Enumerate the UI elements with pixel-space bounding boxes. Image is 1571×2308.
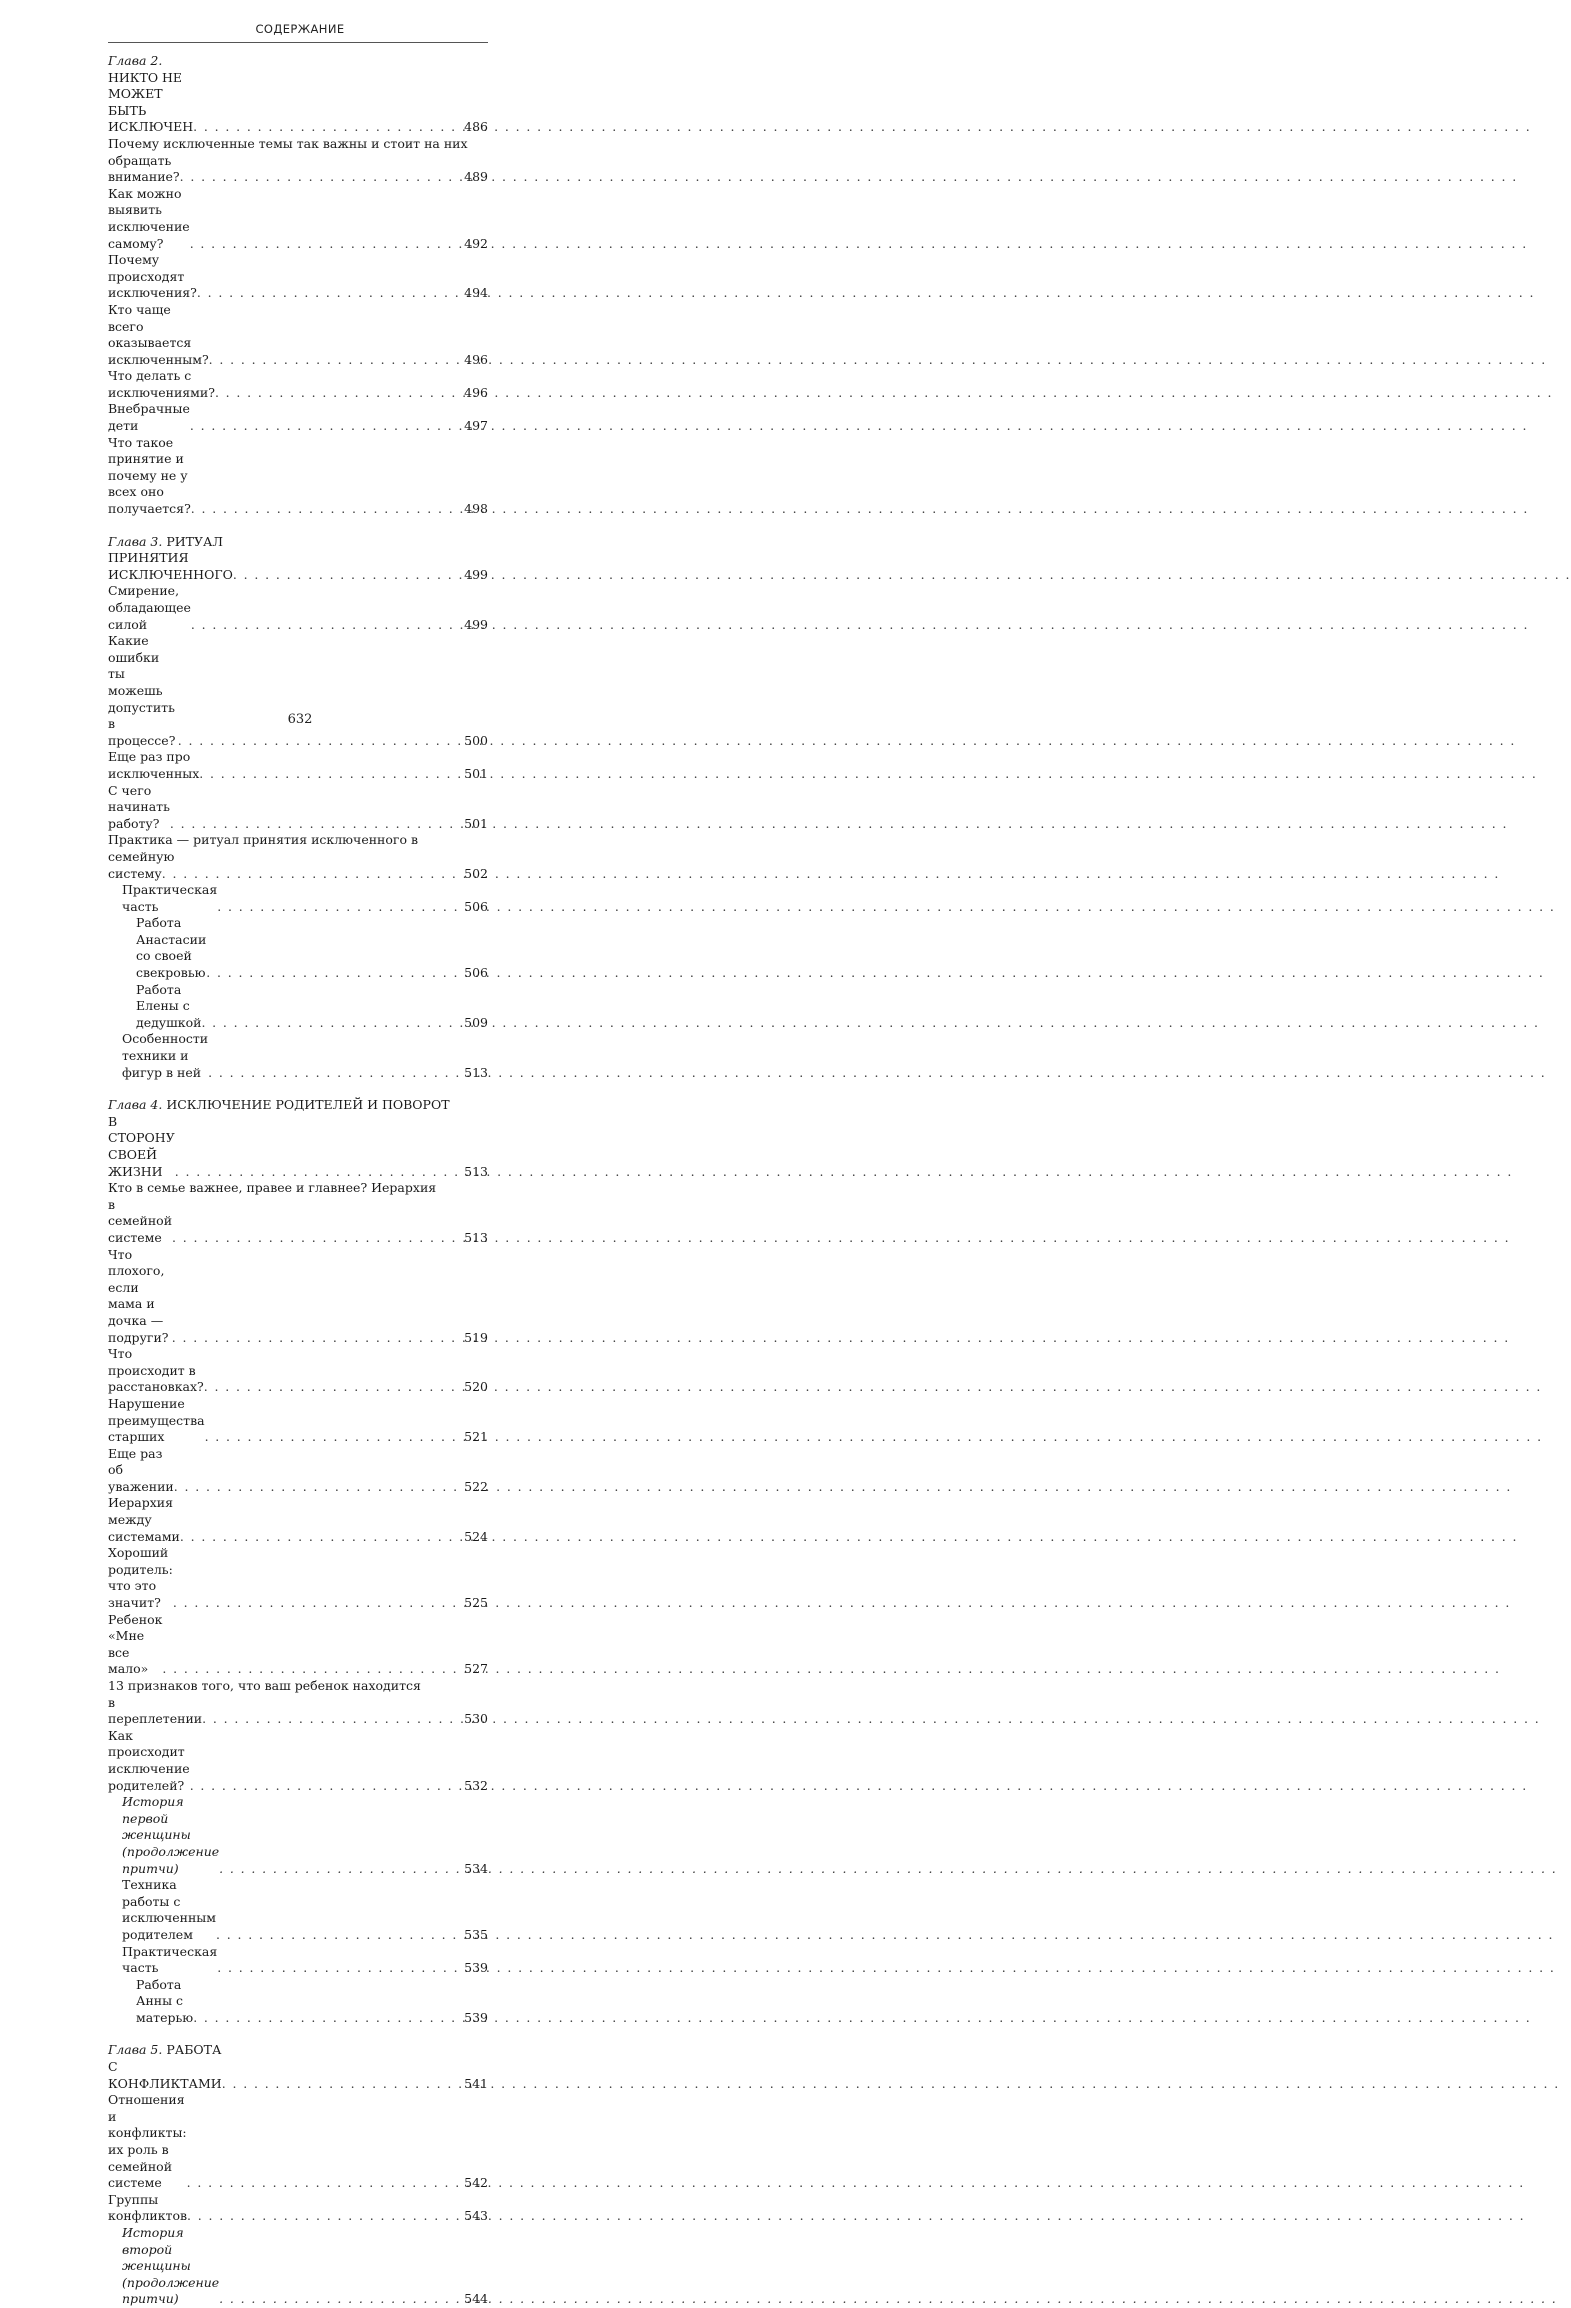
toc-entry[interactable] bbox=[108, 252, 488, 302]
toc-entry[interactable] bbox=[108, 1031, 488, 1081]
toc-entry-page-number: 544 bbox=[464, 2291, 488, 2307]
toc-entry-page-number: 502 bbox=[464, 865, 488, 881]
toc-entry[interactable] bbox=[108, 749, 488, 782]
leader-dots bbox=[187, 2175, 463, 2192]
leader-dots bbox=[173, 1595, 462, 1612]
toc-entry[interactable] bbox=[108, 982, 488, 1032]
chapter-section bbox=[108, 53, 488, 518]
toc-entry[interactable] bbox=[108, 1977, 488, 2027]
leader-dots bbox=[193, 2010, 462, 2027]
toc-entry-title: С чего начинать работу? bbox=[108, 782, 170, 831]
toc-entry-title: Что делать с исключениями? bbox=[108, 368, 215, 400]
leader-dots bbox=[178, 733, 462, 750]
toc-entry-title: Что такое принятие и почему не у всех оно получается? bbox=[108, 434, 191, 517]
leader-dots bbox=[209, 352, 462, 369]
toc-entry[interactable] bbox=[108, 153, 488, 186]
toc-entry-title: Кто чаще всего оказывается исключенным? bbox=[108, 301, 209, 367]
toc-entry-title: Работа Анны с матерью bbox=[136, 1976, 194, 2025]
toc-entry-page-number: 535 bbox=[464, 1926, 488, 1942]
chapter-section bbox=[108, 2042, 488, 2308]
toc-entry-title: Хороший родитель: что это значит? bbox=[108, 1545, 173, 1611]
leader-dots bbox=[216, 1927, 462, 1944]
toc-entry-page-number: 527 bbox=[464, 1661, 488, 1677]
toc-entry-page-number: 506 bbox=[464, 898, 488, 914]
toc-entry-title: Кто в семье важнее, правее и главнее? Иерархия bbox=[108, 1180, 437, 1196]
toc-entry[interactable] bbox=[108, 368, 488, 401]
toc-entry-line bbox=[108, 136, 488, 153]
toc-entry[interactable] bbox=[108, 1944, 488, 1977]
toc-entry-title: Какие ошибки ты можешь допустить в процессе? bbox=[108, 633, 176, 748]
toc-entry-page-number: 513 bbox=[464, 1229, 488, 1245]
toc-entry-page-number: 513 bbox=[464, 1064, 488, 1080]
leader-dots bbox=[233, 567, 462, 584]
toc-entry[interactable] bbox=[108, 2192, 488, 2225]
toc-entry-title: Что плохого, если мама и дочка — подруги? bbox=[108, 1246, 169, 1345]
chapter-heading[interactable] bbox=[108, 534, 488, 584]
leader-dots bbox=[204, 1379, 462, 1396]
chapter-section bbox=[108, 534, 488, 1082]
toc-entry-line bbox=[108, 1180, 488, 1197]
toc-entry-title: Почему исключенные темы так важны и стоит на них bbox=[108, 135, 468, 151]
toc-entry[interactable] bbox=[108, 1794, 488, 1877]
leader-dots bbox=[205, 1429, 463, 1446]
toc-entry-page-number: 496 bbox=[464, 351, 488, 367]
leader-dots bbox=[172, 1330, 462, 1347]
toc-entry-title: 13 признаков того, что ваш ребенок находится bbox=[108, 1678, 421, 1693]
chapter-label: Глава 4. bbox=[108, 1097, 163, 1113]
toc-entry-title: Ребенок «Мне все мало» bbox=[108, 1611, 163, 1677]
chapter-section bbox=[108, 1097, 488, 2026]
toc-entry[interactable] bbox=[108, 1545, 488, 1611]
chapter-heading[interactable] bbox=[108, 1114, 488, 1180]
toc-entry-page-number: 498 bbox=[464, 501, 488, 517]
leader-dots bbox=[206, 965, 462, 982]
toc-entry-page-number: 534 bbox=[464, 1860, 488, 1876]
toc-entry-title: Еще раз про исключенных bbox=[108, 749, 200, 781]
toc-entry[interactable] bbox=[108, 186, 488, 252]
leader-dots bbox=[191, 501, 462, 518]
toc-entry-page-number: 539 bbox=[464, 1960, 488, 1976]
toc-entry-title: Как происходит исключение родителей? bbox=[108, 1727, 190, 1793]
toc-entry-title: Практическая часть bbox=[122, 882, 218, 914]
leader-dots bbox=[190, 418, 462, 435]
toc-entry-page-number: 519 bbox=[464, 1329, 488, 1345]
chapter-heading[interactable] bbox=[108, 2042, 488, 2092]
toc-entry-title: в переплетении bbox=[108, 1694, 203, 1727]
toc-entry-page-number: 497 bbox=[464, 418, 488, 434]
toc-entry-title: Группы конфликтов bbox=[108, 2191, 188, 2224]
toc-entry-page-number: 494 bbox=[464, 285, 488, 301]
toc-entry-page-number: 489 bbox=[464, 169, 488, 185]
leader-dots bbox=[191, 617, 462, 634]
chapter-page-number: 486 bbox=[464, 119, 488, 135]
toc-entry-title: обращать внимание? bbox=[108, 152, 180, 185]
toc-entry-title: Внебрачные дети bbox=[108, 401, 190, 434]
leader-dots bbox=[215, 385, 462, 402]
leader-dots bbox=[180, 169, 463, 186]
toc-entry[interactable] bbox=[108, 783, 488, 833]
leader-dots bbox=[197, 285, 462, 302]
leader-dots bbox=[170, 816, 462, 833]
leader-dots bbox=[202, 1711, 462, 1728]
toc-entry-title: Иерархия между системами bbox=[108, 1495, 180, 1544]
toc-entry-title: Особенности техники и фигур в ней bbox=[122, 1031, 209, 1080]
chapter-title: РИТУАЛ ПРИНЯТИЯ ИСКЛЮЧЕННОГО bbox=[108, 533, 233, 582]
chapter-title-continued: В СТОРОНУ СВОЕЙ ЖИЗНИ bbox=[108, 1113, 175, 1179]
chapter-title: ИСКЛЮЧЕНИЕ РОДИТЕЛЕЙ И ПОВОРОТ bbox=[166, 1097, 450, 1113]
leader-dots bbox=[187, 2208, 462, 2225]
chapter-heading-line bbox=[108, 1097, 488, 1114]
leader-dots bbox=[193, 119, 462, 136]
toc-entry-page-number: 525 bbox=[464, 1595, 488, 1611]
leader-dots bbox=[219, 1861, 462, 1878]
toc-entry[interactable] bbox=[108, 401, 488, 434]
toc-entry-page-number: 539 bbox=[464, 2009, 488, 2025]
toc-entry[interactable] bbox=[108, 435, 488, 518]
toc-entry-title: История второй женщины (продолжение притчи) bbox=[122, 2225, 220, 2307]
toc-entry[interactable] bbox=[108, 2092, 488, 2192]
toc-entry-page-number: 524 bbox=[464, 1528, 488, 1544]
leader-dots bbox=[190, 236, 462, 253]
leader-dots bbox=[162, 866, 462, 883]
leader-dots bbox=[174, 1479, 462, 1496]
leader-dots bbox=[162, 1661, 462, 1678]
toc-entry[interactable] bbox=[108, 882, 488, 915]
toc-entry[interactable] bbox=[108, 1446, 488, 1496]
leader-dots bbox=[208, 1065, 462, 1082]
toc-entry-title: Техника работы с исключенным родителем bbox=[122, 1877, 216, 1942]
leader-dots bbox=[172, 1230, 462, 1247]
toc-entry[interactable] bbox=[108, 1495, 488, 1545]
toc-entry-title: Что происходит в расстановках? bbox=[108, 1346, 204, 1395]
toc-entry-page-number: 520 bbox=[464, 1379, 488, 1395]
toc-entry[interactable] bbox=[108, 302, 488, 368]
leader-dots bbox=[219, 2291, 462, 2308]
chapter-page-number: 513 bbox=[464, 1163, 488, 1179]
toc-entry-page-number: 522 bbox=[464, 1478, 488, 1494]
toc-entry[interactable] bbox=[108, 1396, 488, 1446]
toc-entry-page-number: 530 bbox=[464, 1711, 488, 1727]
chapter-label: Глава 3. bbox=[108, 533, 163, 549]
toc-entry-title: Отношения и конфликты: их роль в семейной системе bbox=[108, 2092, 187, 2191]
leader-dots bbox=[180, 1529, 462, 1546]
toc-entry-title: Работа Анастасии со своей свекровью bbox=[136, 915, 207, 981]
toc-entry[interactable] bbox=[108, 1346, 488, 1396]
toc-entry[interactable] bbox=[108, 915, 488, 981]
toc-entry[interactable] bbox=[108, 583, 488, 633]
toc-entry-page-number: 501 bbox=[464, 815, 488, 831]
header-rule bbox=[108, 42, 488, 43]
toc-entry-title: в семейной системе bbox=[108, 1196, 173, 1245]
toc-entry[interactable] bbox=[108, 1728, 488, 1794]
toc-entry-page-number: 543 bbox=[464, 2208, 488, 2224]
toc-entry-title: История первой женщины (продолжение притчи) bbox=[122, 1794, 220, 1876]
toc-entry-title: Почему происходят исключения? bbox=[108, 252, 197, 301]
toc-entry-line bbox=[108, 1678, 488, 1695]
toc-entry-page-number: 496 bbox=[464, 384, 488, 400]
toc-entry[interactable] bbox=[108, 1695, 488, 1728]
toc-entry-page-number: 542 bbox=[464, 2175, 488, 2191]
running-header: СОДЕРЖАНИЕ bbox=[255, 22, 345, 36]
toc-entry-line bbox=[108, 832, 488, 865]
toc-entry-title: Работа Елены с дедушкой bbox=[136, 981, 202, 1030]
chapter-label: Глава 5. bbox=[108, 2042, 163, 2058]
toc-entry-page-number: 501 bbox=[464, 765, 488, 781]
toc-entry[interactable] bbox=[108, 633, 488, 749]
toc-entry[interactable] bbox=[108, 1877, 488, 1943]
toc-entry-page-number: 500 bbox=[464, 732, 488, 748]
toc-entry-title: Нарушение преимущества старших bbox=[108, 1395, 205, 1445]
chapter-label: Глава 2. bbox=[108, 53, 163, 68]
leader-dots bbox=[222, 2076, 462, 2093]
toc-entry-title: Практика — ритуал принятия исключенного в семейную bbox=[108, 832, 418, 864]
toc-entry-title: Еще раз об уважении bbox=[108, 1445, 174, 1494]
leader-dots bbox=[190, 1778, 462, 1795]
toc-entry-page-number: 506 bbox=[464, 965, 488, 981]
toc-entry[interactable] bbox=[108, 1247, 488, 1347]
leader-dots bbox=[175, 1164, 462, 1181]
chapter-page-number: 541 bbox=[464, 2075, 488, 2091]
leader-dots bbox=[217, 899, 462, 916]
leader-dots bbox=[201, 1015, 462, 1032]
toc-entry-page-number: 492 bbox=[464, 235, 488, 251]
toc-entry-title: Как можно выявить исключение самому? bbox=[108, 185, 190, 251]
toc-entry-page-number: 521 bbox=[464, 1429, 488, 1445]
toc-entry-page-number: 509 bbox=[464, 1014, 488, 1030]
toc-entry[interactable] bbox=[108, 2225, 488, 2308]
leader-dots bbox=[217, 1960, 462, 1977]
table-of-contents bbox=[108, 53, 488, 2308]
chapter-page-number: 499 bbox=[464, 566, 488, 582]
toc-entry-title: Практическая часть bbox=[122, 1943, 218, 1976]
toc-entry-page-number: 532 bbox=[464, 1777, 488, 1793]
toc-entry-page-number: 499 bbox=[464, 616, 488, 632]
chapter-heading[interactable] bbox=[108, 53, 488, 136]
chapter-title: НИКТО НЕ МОЖЕТ БЫТЬ ИСКЛЮЧЕН bbox=[108, 69, 194, 135]
toc-entry[interactable] bbox=[108, 1197, 488, 1247]
leader-dots bbox=[199, 766, 462, 783]
toc-entry-title: систему bbox=[108, 865, 162, 881]
toc-entry-title: Смирение, обладающее силой bbox=[108, 583, 191, 632]
page-number: 632 bbox=[287, 712, 313, 727]
toc-entry[interactable] bbox=[108, 1612, 488, 1678]
toc-entry[interactable] bbox=[108, 866, 488, 883]
chapter-title: РАБОТА С КОНФЛИКТАМИ bbox=[108, 2042, 222, 2091]
